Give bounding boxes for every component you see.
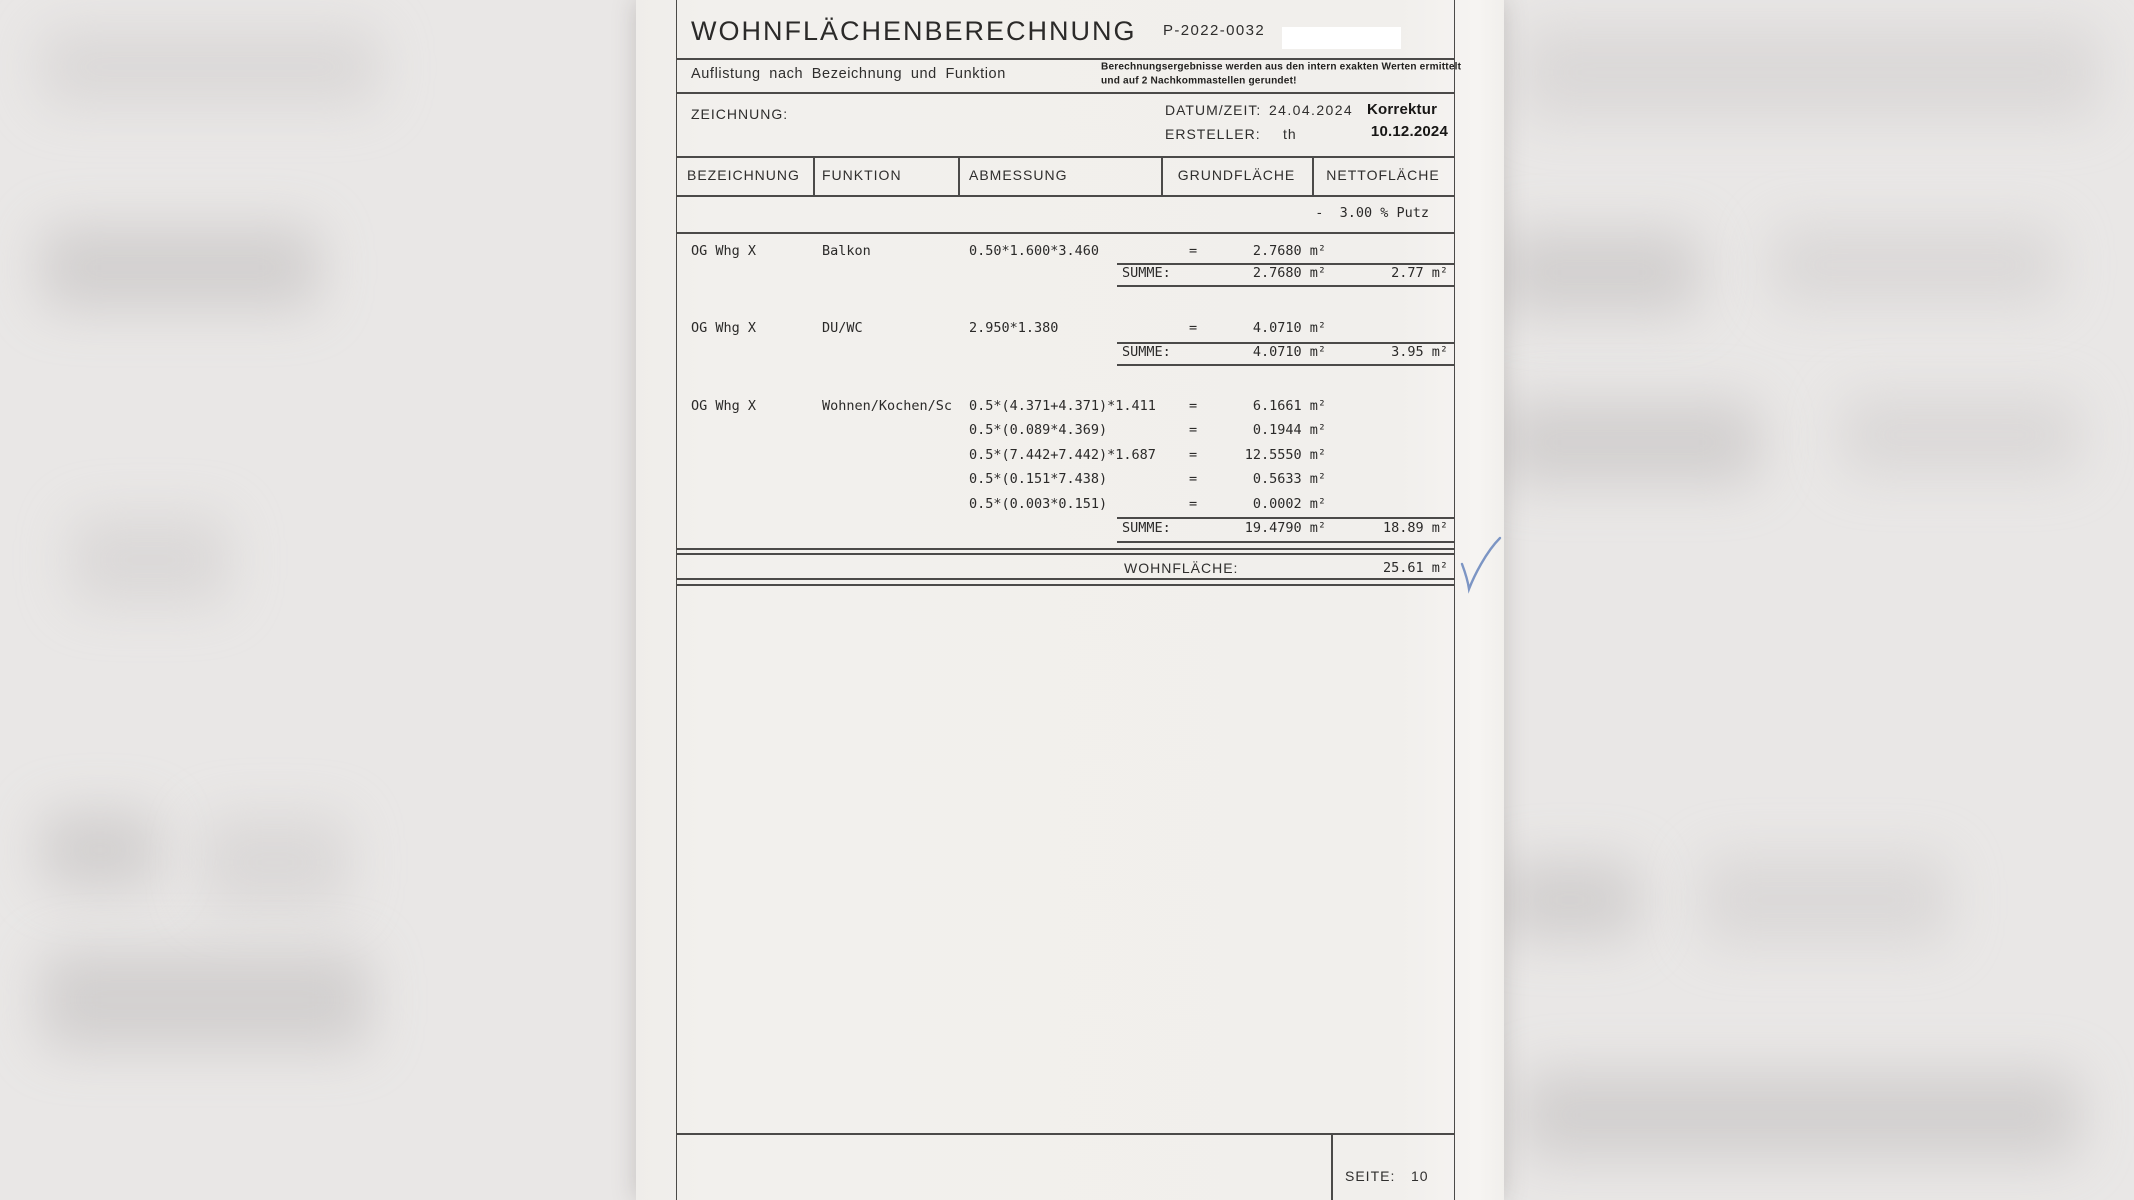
- equals-sign: =: [1189, 422, 1198, 438]
- grundflaeche-value: 12.5550 m²: [1244, 447, 1326, 463]
- summe-label: SUMME:: [1122, 265, 1171, 281]
- bezeichnung-value: OG Whg X: [691, 243, 757, 259]
- funktion-value: Wohnen/Kochen/Sc: [822, 398, 953, 414]
- grundflaeche-value: 0.1944 m²: [1252, 422, 1326, 438]
- netto-value: 3.95 m²: [1391, 344, 1448, 360]
- redaction-box: [1282, 27, 1401, 49]
- equals-sign: =: [1189, 243, 1198, 259]
- seite-label: SEITE:: [1345, 1168, 1396, 1184]
- equals-sign: =: [1189, 496, 1198, 512]
- equals-sign: =: [1189, 320, 1198, 336]
- summe-label: SUMME:: [1122, 520, 1171, 536]
- calculation-table: WOHNFLÄCHENBERECHNUNG P-2022-0032 Auflistung nach Bezeichnung und Funktion Berechnungsergebnisse werden aus den intern exakten Werten ermittelt und auf 2 Nachkommastellen gerundet! ZEICHNUNG: DATUM/ZEIT: 24.04.2024 Korrektur ERSTELLER: th 10.12.2024 BEZEICHNUNG FUNKTION ABMESSUNG GRUNDFLÄCHE NETTOFLÄCHE - 3.00 % Putz OG Whg X Balkon 0.50*1.600*3.460 = 2.7680 m² SUMME: 2.7680 m² 2.77 m² OG Whg X DU/WC 2.950*1.380 = 4.0710 m² SUMME: 4.0710 m² 3.95 m² OG Whg X Wohnen/Kochen/Sc 0.5*(4.371+4.371)*1.411 = 6.1661 m² 0.5*(0.089*4.369) = 0.1944 m² 0.5*(7.442+7.442)*1.687 = 12.5550 m² 0.5*(0.151*7.438) = 0.5633 m² 0.5*(0.003*0.151) = 0.0002 m² SUMME: 19.4790 m² 18.89 m² WOHNFLÄCHE: 25.61 m² SEITE: 10: [676, 0, 1455, 1200]
- header-nettoflaeche: NETTOFLÄCHE: [1326, 167, 1440, 183]
- grundflaeche-value: 2.7680 m²: [1252, 243, 1326, 259]
- summe-value: 2.7680 m²: [1252, 265, 1326, 281]
- zeichnung-label: ZEICHNUNG:: [691, 106, 789, 122]
- netto-value: 2.77 m²: [1391, 265, 1448, 281]
- summe-label: SUMME:: [1122, 344, 1171, 360]
- ersteller-value: th: [1283, 126, 1297, 142]
- summe-value: 4.0710 m²: [1252, 344, 1326, 360]
- abmessung-formula: 0.5*(0.151*7.438): [969, 471, 1108, 487]
- equals-sign: =: [1189, 398, 1198, 414]
- ersteller-label: ERSTELLER:: [1165, 126, 1261, 142]
- header-bezeichnung: BEZEICHNUNG: [687, 167, 800, 183]
- wohnflaeche-value: 25.61 m²: [1382, 560, 1448, 576]
- handwritten-check-icon: [1456, 534, 1504, 600]
- header-funktion: FUNKTION: [822, 167, 902, 183]
- abmessung-formula: 0.50*1.600*3.460: [969, 243, 1100, 259]
- abmessung-formula: 0.5*(7.442+7.442)*1.687: [969, 447, 1156, 463]
- bezeichnung-value: OG Whg X: [691, 320, 757, 336]
- abmessung-formula: 0.5*(0.089*4.369): [969, 422, 1108, 438]
- korrektur-note: Korrektur: [1367, 101, 1438, 118]
- abmessung-formula: 0.5*(0.003*0.151): [969, 496, 1108, 512]
- subtitle: Auflistung nach Bezeichnung und Funktion: [691, 66, 1006, 82]
- equals-sign: =: [1189, 471, 1198, 487]
- abmessung-formula: 0.5*(4.371+4.371)*1.411: [969, 398, 1156, 414]
- project-number: P-2022-0032: [1163, 22, 1266, 39]
- grundflaeche-value: 0.0002 m²: [1252, 496, 1326, 512]
- grundflaeche-value: 6.1661 m²: [1252, 398, 1326, 414]
- funktion-value: DU/WC: [822, 320, 863, 336]
- page-title: WOHNFLÄCHENBERECHNUNG: [691, 16, 1137, 46]
- netto-value: 18.89 m²: [1382, 520, 1448, 536]
- grundflaeche-value: 0.5633 m²: [1252, 471, 1326, 487]
- grundflaeche-value: 4.0710 m²: [1252, 320, 1326, 336]
- abmessung-formula: 2.950*1.380: [969, 320, 1059, 336]
- seite-value: 10: [1411, 1168, 1429, 1184]
- bezeichnung-value: OG Whg X: [691, 398, 757, 414]
- datum-value: 24.04.2024: [1269, 102, 1354, 118]
- funktion-value: Balkon: [822, 243, 871, 259]
- header-grundflaeche: GRUNDFLÄCHE: [1177, 167, 1296, 183]
- equals-sign: =: [1189, 447, 1198, 463]
- header-abmessung: ABMESSUNG: [969, 167, 1068, 183]
- summe-value: 19.4790 m²: [1244, 520, 1326, 536]
- putz-deduction: - 3.00 % Putz: [1315, 205, 1429, 221]
- datum-label: DATUM/ZEIT:: [1165, 102, 1262, 118]
- korrektur-date: 10.12.2024: [1370, 123, 1448, 140]
- wohnflaeche-label: WOHNFLÄCHE:: [1124, 560, 1239, 576]
